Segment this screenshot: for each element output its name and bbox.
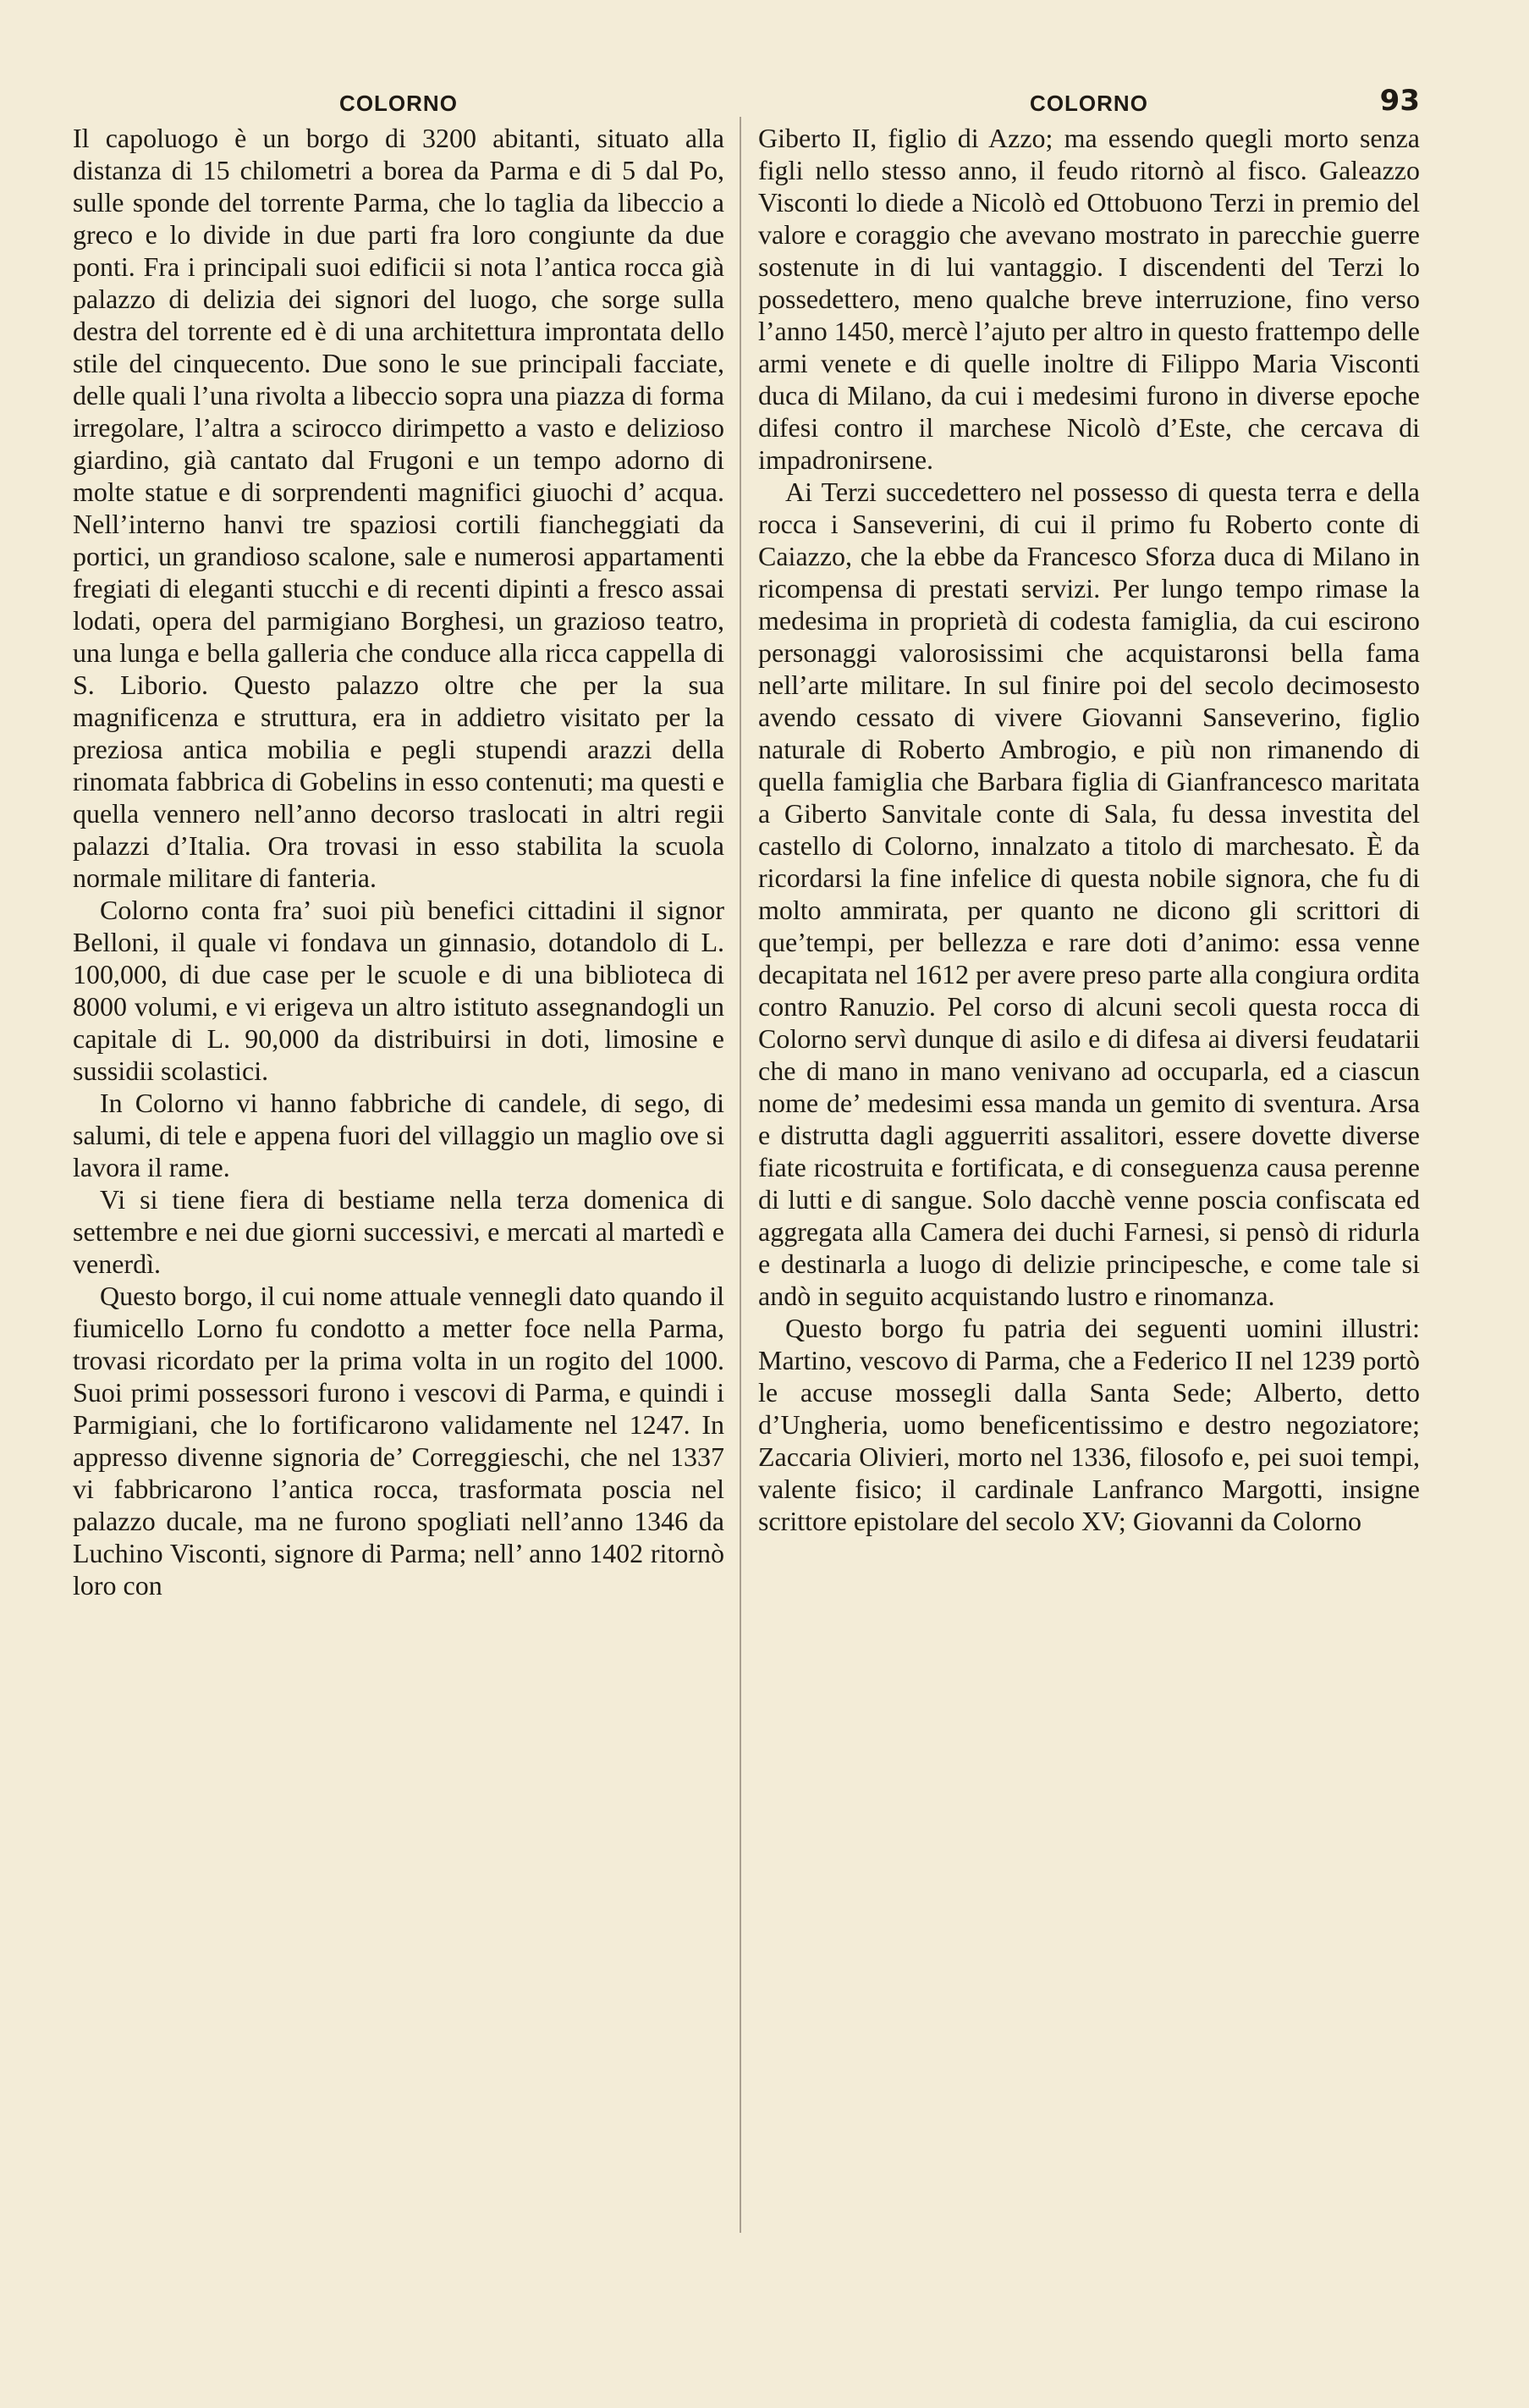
right-running-header: COLORNO xyxy=(1030,91,1148,116)
left-paragraph-2: Colorno conta fra’ suoi più benefici cittadini il signor Belloni, il quale vi fondava un ginnasio, dotandolo di L. 100,000, di due case per le scuole e di una biblioteca di 8000 volumi, e vi erigeva un altro istituto assegnandogli un capitale di L. 90,000 da distribuirsi in doti, limosine e sussidii scolastici. xyxy=(73,895,724,1086)
left-paragraph-5: Questo borgo, il cui nome attuale vennegli dato quando il fiumicello Lorno fu condotto a metter foce nella Parma, trovasi ricordato per la prima volta in un rogito del 1000. Suoi primi possessori furono i vescovi di Parma, e quindi i Parmigiani, che lo fortificarono validamente nel 1247. In appresso divenne signoria de’ Correggieschi, che nel 1337 vi fabbricarono l’antica rocca, trasformata poscia nel palazzo ducale, ma ne furono spogliati nell’anno 1346 da Luchino Visconti, signore di Parma; nell’ anno 1402 ritornò loro con xyxy=(73,1281,724,1601)
right-paragraph-1: Giberto II, figlio di Azzo; ma essendo quegli morto senza figli nello stesso anno, il feudo ritornò al fisco. Galeazzo Visconti lo diede a Nicolò ed Ottobuono Terzi in premio del valore e coraggio che avevano mostrato in parecchie guerre sostenute in di lui vantaggio. I discendenti del Terzi lo possedettero, meno qualche breve interruzione, fino verso l’anno 1450, mercè l’ajuto per altro in questo frattempo delle armi venete e di quelle inoltre di Filippo Maria Visconti duca di Milano, da cui i medesimi furono in diverse epoche difesi contro il marchese Nicolò d’Este, che cercava di impadronirsene. xyxy=(758,123,1420,475)
left-paragraph-3: In Colorno vi hanno fabbriche di candele, di sego, di salumi, di tele e appena fuori del villaggio un maglio ove si lavora il rame. xyxy=(73,1088,724,1182)
right-paragraph-3: Questo borgo fu patria dei seguenti uomini illustri: Martino, vescovo di Parma, che a Federico II nel 1239 portò le accuse mossegli dalla Santa Sede; Alberto, detto d’Ungheria, uomo beneficentissimo e destro negoziatore; Zaccaria Olivieri, morto nel 1336, filosofo e, pei suoi tempi, valente fisico; il cardinale Lanfranco Margotti, insigne scrittore epistolare del secolo XV; Giovanni da Colorno xyxy=(758,1313,1420,1536)
right-header-row xyxy=(758,84,1420,118)
left-running-header: COLORNO xyxy=(339,91,458,116)
right-paragraph-2: Ai Terzi succedettero nel possesso di questa terra e della rocca i Sanseverini, di cui il primo fu Roberto conte di Caiazzo, che la ebbe da Francesco Sforza duca di Milano in ricompensa di prestati servizi. Per lungo tempo rimase la medesima in proprietà di codesta famiglia, da cui escirono personaggi valorosissimi che acquistaronsi bella fama nell’arte militare. In sul finire poi del secolo decimosesto avendo cessato di vivere Giovanni Sanseverino, figlio naturale di Roberto Ambrogio, e più non rimanendo di quella famiglia che Barbara figlia di Gianfrancesco maritata a Giberto Sanvitale conte di Sala, fu dessa investita del castello di Colorno, innalzato a titolo di marchesato. È da ricordarsi la fine infelice di questa nobile signora, che fu di molto ammirata, per quanto ne dicono gli scrittori di que’tempi, per bellezza e rare doti d’animo: essa venne decapitata nel 1612 per avere preso parte alla congiura ordita contro Ranuzio. Pel corso di alcuni secoli questa rocca di Colorno servì dunque di asilo e di difesa ai diversi feudatarii che di mano in mano venivano ad occuparla, ed a ciascun nome de’ medesimi essa manda un gemito di sventura. Arsa e distrutta dagli agguerriti assalitori, essere dovette diverse fiate ricostruita e fortificata, e di conseguenza causa perenne di lutti e di sangue. Solo dacchè venne poscia confiscata ed aggregata alla Camera dei duchi Farnesi, si pensò di ridurla e destinarla a luogo di delizie principesche, e come tale si andò in seguito acquistando lustro e rinomanza. xyxy=(758,477,1420,1311)
page-number: 93 xyxy=(1379,84,1420,118)
left-paragraph-4: Vi si tiene fiera di bestiame nella terza domenica di settembre e nei due giorni successivi, e mercati al martedì e venerdì. xyxy=(73,1184,724,1279)
right-column xyxy=(758,84,1420,1537)
left-column xyxy=(73,88,724,1601)
left-paragraph-1: Il capoluogo è un borgo di 3200 abitanti, situato alla distanza di 15 chilometri a borea da Parma e di 5 dal Po, sulle sponde del torrente Parma, che lo taglia da libeccio a greco e lo divide in due parti fra loro congiunte da due ponti. Fra i principali suoi edificii si nota l’antica rocca già palazzo di delizia dei signori del luogo, che sorge sulla destra del torrente ed è di una architettura improntata dello stile del cinquecento. Due sono le sue principali facciate, delle quali l’una rivolta a libeccio sopra una piazza di forma irregolare, l’altra a scirocco dirimpetto a vasto e delizioso giardino, già cantato dal Frugoni e un tempo adorno di molte statue e di sorprendenti magnifici giuochi d’ acqua. Nell’interno hanvi tre spaziosi cortili fiancheggiati da portici, un grandioso scalone, sale e numerosi appartamenti fregiati di eleganti stucchi e di recenti dipinti a fresco assai lodati, opera del parmigiano Borghesi, un grazioso teatro, una lunga e bella galleria che conduce alla ricca cappella di S. Liborio. Questo palazzo oltre che per la sua magnificenza e struttura, era in addietro visitato per la preziosa antica mobilia e pegli stupendi arazzi della rinomata fabbrica di Gobelins in esso contenuti; ma questi e quella vennero nell’anno decorso traslocati in altri regii palazzi d’Italia. Ora trovasi in esso stabilita la scuola normale militare di fanteria. xyxy=(73,123,724,893)
column-divider xyxy=(740,117,741,2233)
